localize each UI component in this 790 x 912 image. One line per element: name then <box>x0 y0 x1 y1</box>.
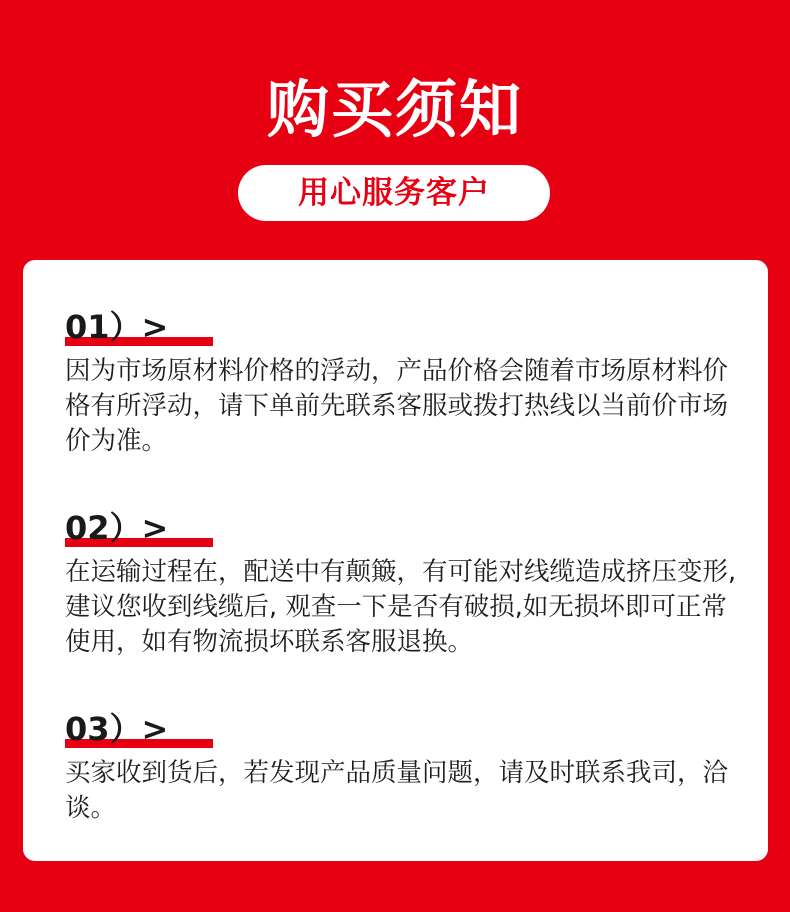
section-text: 买家收到货后，若发现产品质量问题，请及时联系我司，洽谈。 <box>65 758 729 823</box>
notice-section-2 <box>65 509 745 660</box>
section-number: 01）> <box>65 308 169 346</box>
notice-card <box>23 260 768 861</box>
section-number: 03）> <box>65 710 169 748</box>
section-heading <box>65 509 745 549</box>
section-text: 在运输过程在，配送中有颠簸，有可能对线缆造成挤压变形,建议您收到线缆后, 观查一下是否有破损,如无损坏即可正常使用，如有物流损坏联系客服退换。 <box>65 557 737 657</box>
page-title: 购买须知 <box>266 73 523 146</box>
subtitle-badge <box>238 165 550 221</box>
section-text: 因为市场原材料价格的浮动，产品价格会随着市场原材料价格有所浮动，请下单前先联系客服或拨打热线以当前价市场价为准。 <box>65 356 729 456</box>
subtitle-text: 用心服务客户 <box>298 175 490 211</box>
section-number: 02）> <box>65 509 169 547</box>
section-heading <box>65 308 745 348</box>
notice-section-1 <box>65 308 745 459</box>
section-heading <box>65 710 745 750</box>
notice-section-3 <box>65 710 745 826</box>
